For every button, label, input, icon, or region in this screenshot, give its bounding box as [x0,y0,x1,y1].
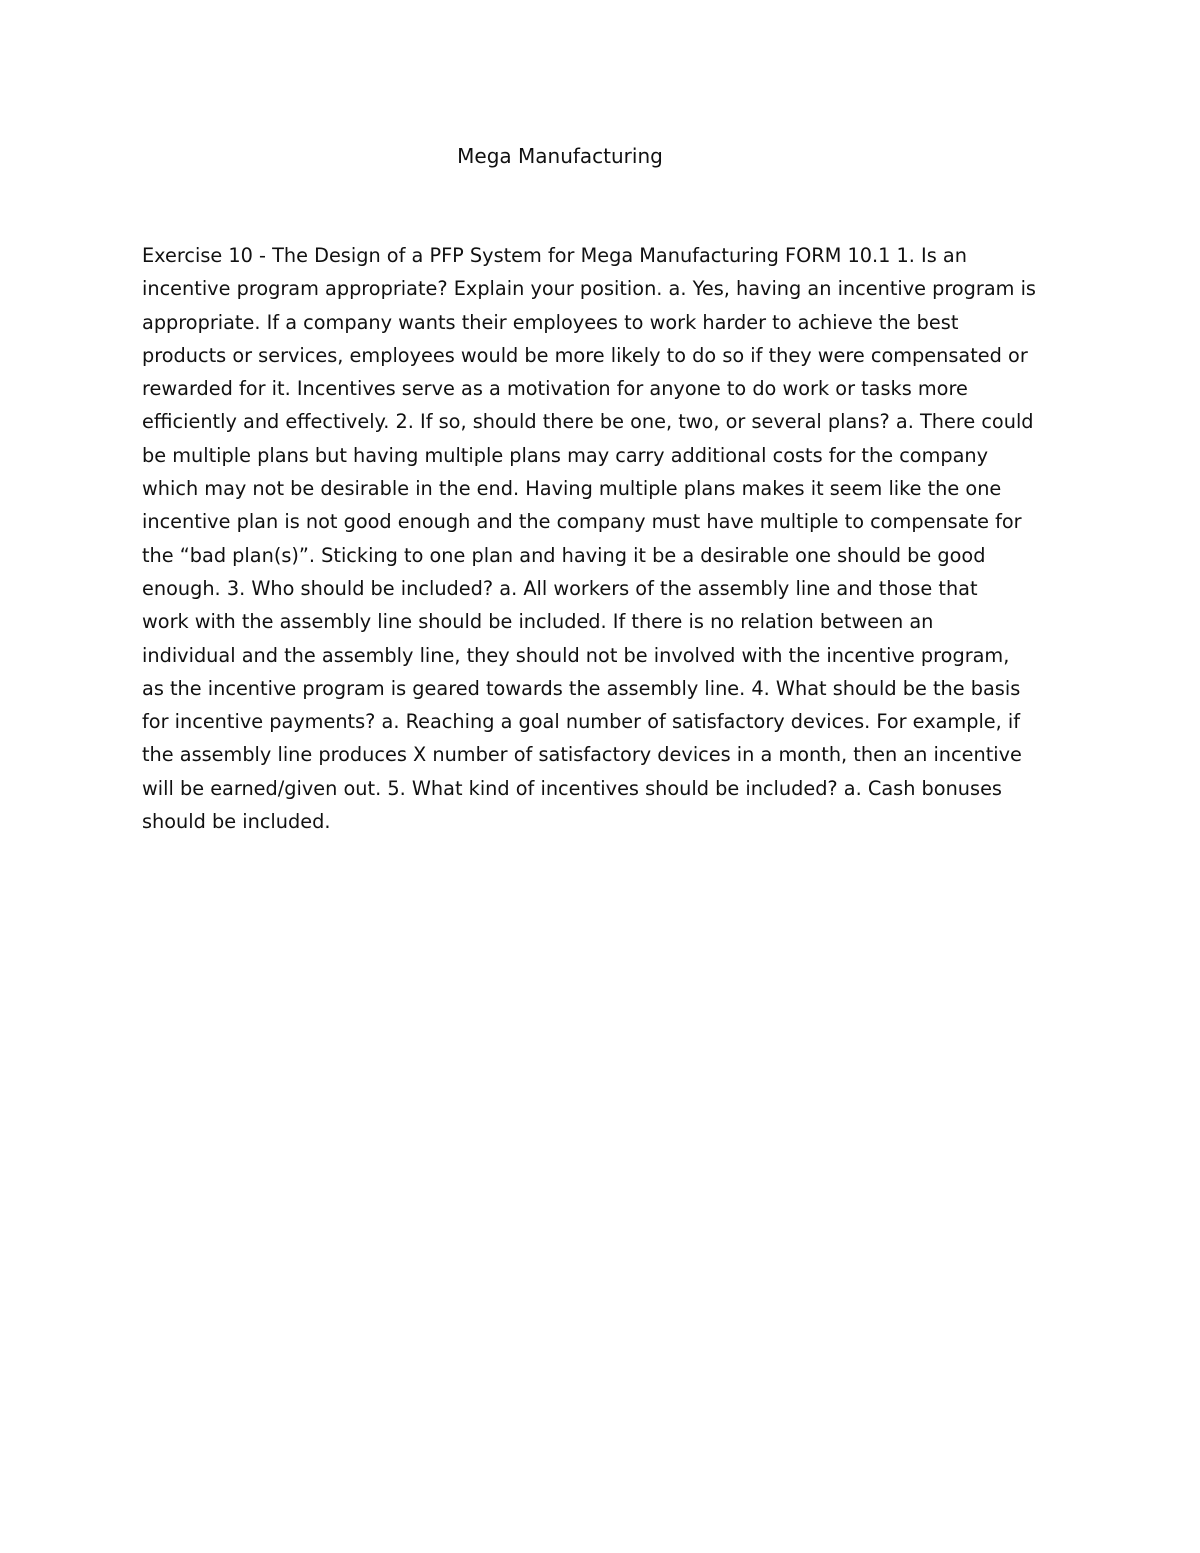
paragraph-line: be multiple plans but having multiple plans may carry additional costs for the company [142,443,989,467]
paragraph-line: incentive plan is not good enough and the company must have multiple to compensate for [142,510,1022,534]
body-paragraph [142,239,1064,838]
paragraph-line: work with the assembly line should be included. If there is no relation between an [142,610,934,634]
document-title: Mega Manufacturing [457,144,663,168]
paragraph-line: the “bad plan(s)”. Sticking to one plan and having it be a desirable one should be good [142,543,986,567]
paragraph-line: which may not be desirable in the end. Having multiple plans makes it seem like the one [142,477,1002,501]
paragraph-line: individual and the assembly line, they should not be involved with the incentive program, [142,643,1010,667]
paragraph-line: as the incentive program is geared towards the assembly line. 4. What should be the basis [142,676,1021,700]
paragraph-line: should be included. [142,810,331,834]
paragraph-line: will be earned/given out. 5. What kind of incentives should be included? a. Cash bonuses [142,776,1002,800]
paragraph-line: appropriate. If a company wants their employees to work harder to achieve the best [142,310,959,334]
paragraph-line: Exercise 10 - The Design of a PFP System for Mega Manufacturing FORM 10.1 1. Is an [142,244,967,267]
paragraph-line: products or services, employees would be more likely to do so if they were compensated or [142,343,1028,367]
paragraph-line: for incentive payments? a. Reaching a goal number of satisfactory devices. For example, if [142,710,1021,734]
paragraph-line: rewarded for it. Incentives serve as a motivation for anyone to do work or tasks more [142,377,968,401]
paragraph-line: efficiently and effectively. 2. If so, should there be one, two, or several plans? a. There could [142,410,1034,434]
paragraph-line: enough. 3. Who should be included? a. All workers of the assembly line and those that [142,576,978,600]
paragraph-line: the assembly line produces X number of satisfactory devices in a month, then an incentive [142,743,1022,767]
paragraph-line: incentive program appropriate? Explain your position. a. Yes, having an incentive program is [142,277,1036,301]
